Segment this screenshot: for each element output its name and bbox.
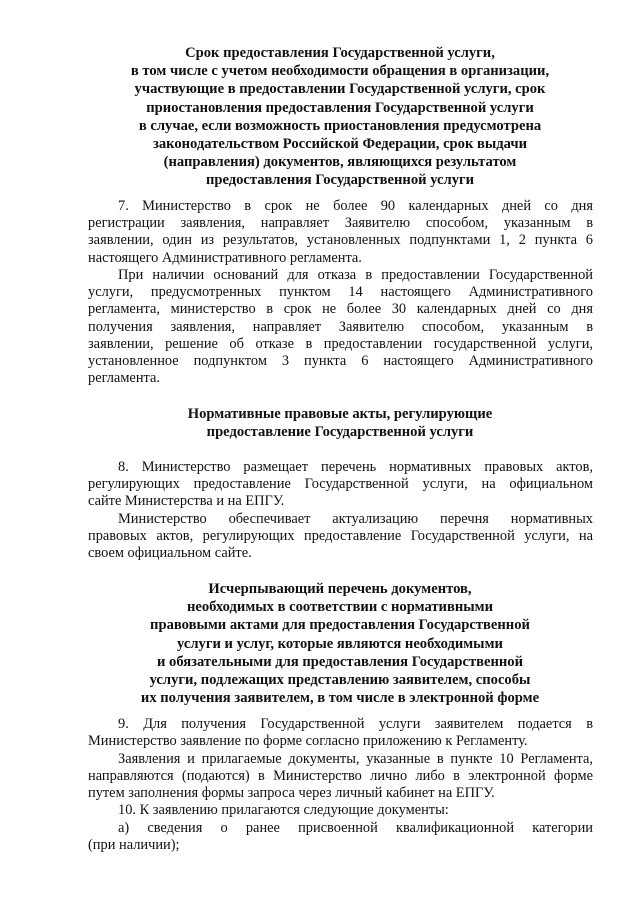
heading-line: услуги, подлежащих представлению заявителем, способы	[149, 672, 531, 689]
heading-line: правовыми актами для предоставления Государственной	[150, 617, 530, 634]
heading-line: предоставление Государственной услуги	[206, 424, 474, 441]
heading-line: Исчерпывающий перечень документов,	[208, 581, 472, 597]
heading-line: приостановления предоставления Государственной услуги	[146, 99, 534, 116]
heading-line: Нормативные правовые акты, регулирующие	[187, 406, 493, 422]
text-line: настоящего Административного регламента.	[88, 249, 362, 266]
paragraph-9	[88, 716, 593, 750]
text-line: регулирующих предоставление Государственной услуги, на официальном	[88, 476, 593, 493]
text-line: а) сведения о ранее присвоенной квалификационной категории	[118, 820, 593, 836]
section-heading-term	[80, 44, 600, 190]
section-heading-documents	[80, 580, 600, 707]
heading-line: услуги и услуг, которые являются необходимыми	[177, 635, 503, 652]
paragraph-9-submission	[88, 751, 593, 803]
text-line: 8. Министерство размещает перечень нормативных правовых актов,	[118, 459, 593, 475]
text-line: 10. К заявлению прилагаются следующие документы:	[118, 802, 449, 818]
text-line: заявлении, один из результатов, установленных подпунктами 1, 2 пункта 6	[88, 232, 593, 249]
text-line: направляются (подаются) в Министерство лично либо в электронной форме	[88, 768, 593, 785]
heading-line: (направления) документов, являющихся результатом	[163, 154, 517, 171]
paragraph-10-a	[88, 820, 593, 854]
text-line: услуги, предусмотренных пунктом 14 настоящего Административного	[88, 284, 593, 301]
paragraph-7-refusal	[88, 267, 593, 387]
text-line: регламента, министерство в срок не более 30 календарных дней со дня	[88, 301, 593, 318]
section-heading-legal-acts	[80, 405, 600, 441]
text-line: регистрации заявления, направляет Заявителю способом, указанным в	[88, 215, 593, 232]
text-line: 7. Министерство в срок не более 90 календарных дней со дня	[118, 198, 593, 214]
text-line: Министерство заявление по форме согласно приложению к Регламенту.	[88, 733, 528, 750]
text-line: получения заявления, направляет Заявителю способом, указанным в	[88, 318, 593, 335]
text-line: 9. Для получения Государственной услуги заявителем подается в	[118, 716, 593, 732]
text-line: установленное подпунктом 3 пункта 6 настоящего Административного	[88, 352, 593, 369]
heading-line: участвующие в предоставлении Государственной услуги, срок	[134, 81, 546, 98]
heading-line: законодательством Российской Федерации, срок выдачи	[152, 136, 528, 153]
paragraph-8-update	[88, 511, 593, 563]
text-line: заявлении, решение об отказе в предоставлении государственной услуги,	[88, 335, 593, 352]
paragraph-8	[88, 459, 593, 511]
heading-line: и обязательными для предоставления Государственной	[156, 653, 524, 670]
text-line: Заявления и прилагаемые документы, указанные в пункте 10 Регламента,	[118, 751, 593, 767]
paragraph-7	[88, 198, 593, 267]
heading-line: в том числе с учетом необходимости обращения в организации,	[130, 63, 550, 80]
text-line: При наличии оснований для отказа в предоставлении Государственной	[118, 267, 593, 283]
heading-line: в случае, если возможность приостановления предусмотрена	[138, 117, 542, 134]
text-line: путем заполнения формы запроса через личный кабинет на ЕПГУ.	[88, 785, 495, 802]
text-line: сайте Министерства и на ЕПГУ.	[88, 493, 285, 510]
paragraph-10	[88, 802, 593, 819]
heading-line: необходимых в соответствии с нормативными	[187, 599, 493, 616]
text-line: своем официальном сайте.	[88, 545, 252, 562]
text-line: (при наличии);	[88, 837, 180, 854]
text-line: регламента.	[88, 370, 160, 387]
text-line: Министерство обеспечивает актуализацию перечня нормативных	[118, 511, 593, 527]
heading-line: их получения заявителем, в том числе в электронной форме	[140, 690, 540, 707]
heading-line: Срок предоставления Государственной услуги,	[185, 45, 495, 61]
heading-line: предоставления Государственной услуги	[205, 172, 475, 189]
text-line: правовых актов, регулирующих предоставление Государственной услуги, на	[88, 528, 593, 545]
